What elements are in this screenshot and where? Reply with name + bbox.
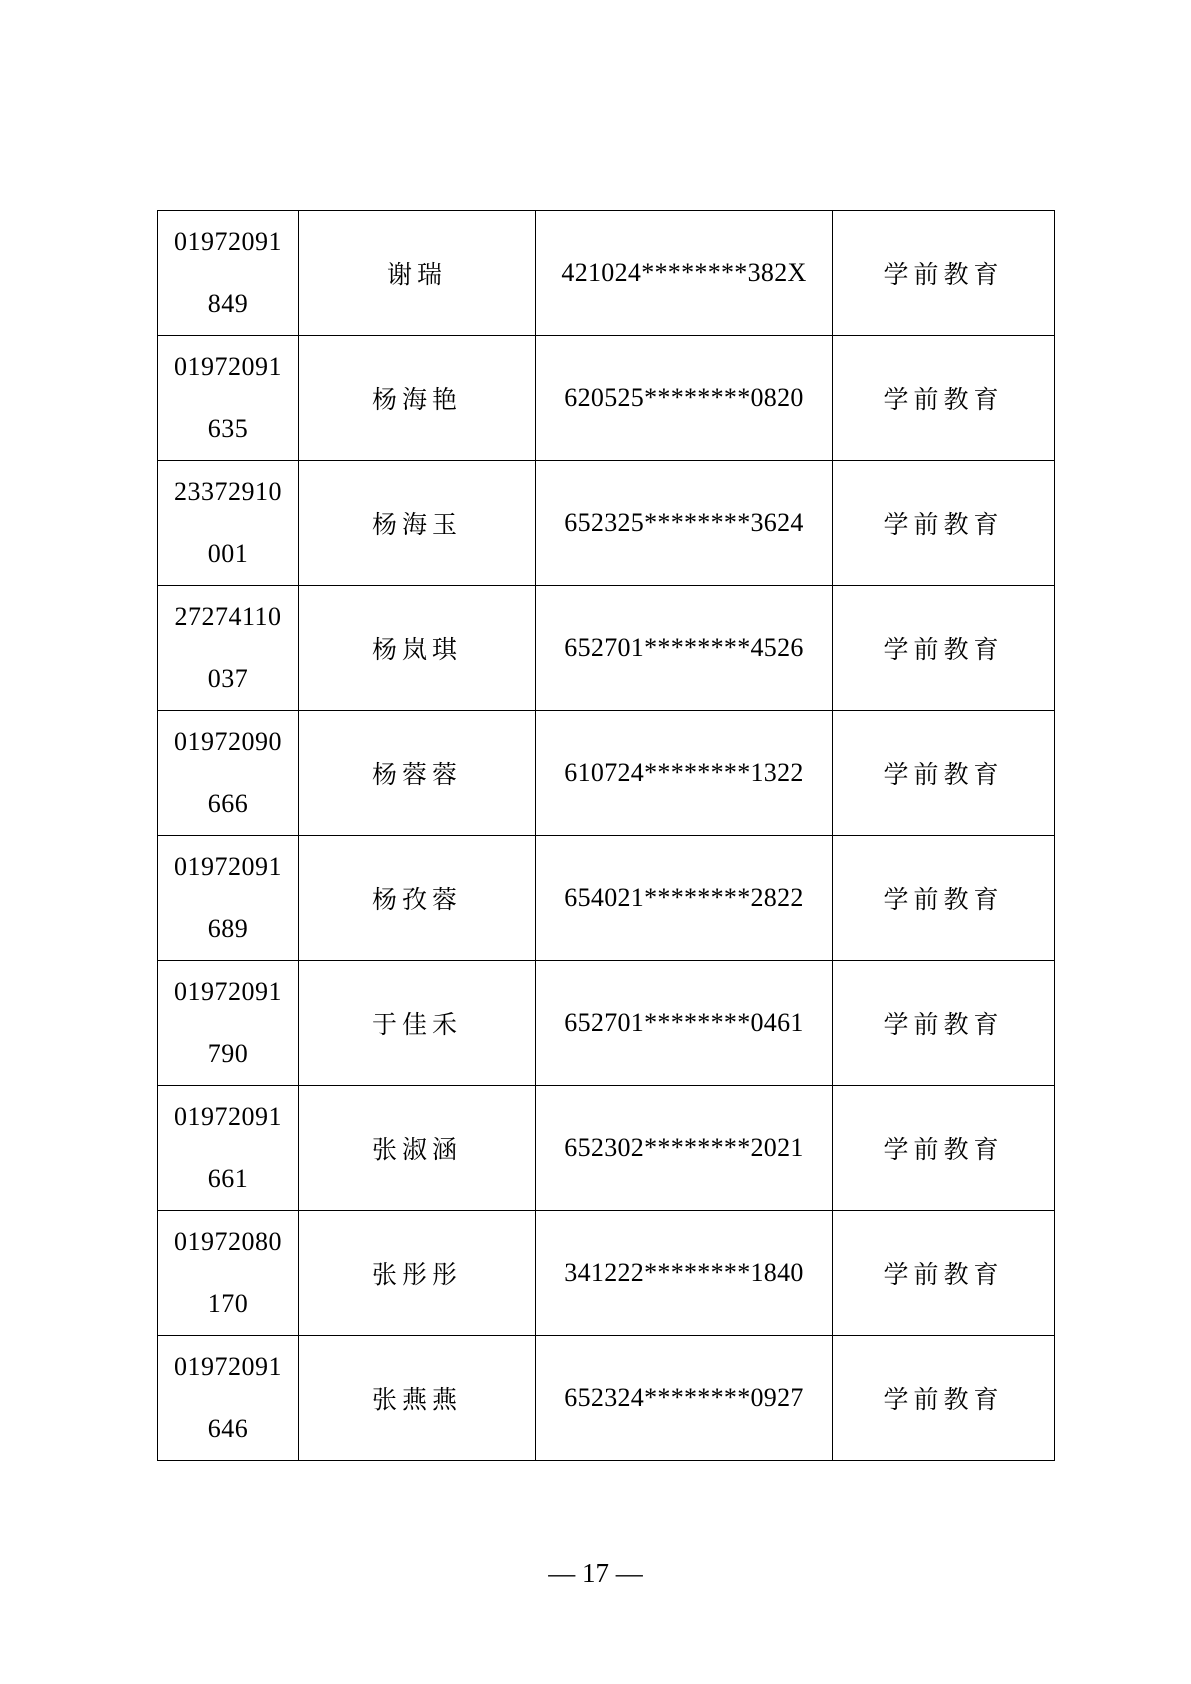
major-cell: 学前教育 xyxy=(833,211,1055,336)
table-row xyxy=(158,1086,1055,1211)
major-cell: 学前教育 xyxy=(833,711,1055,836)
table-row xyxy=(158,961,1055,1086)
id-card-cell: 652325********3624 xyxy=(536,461,833,586)
table-row xyxy=(158,1211,1055,1336)
id-card-cell: 652302********2021 xyxy=(536,1086,833,1211)
table-row xyxy=(158,586,1055,711)
roster-table xyxy=(157,210,1055,1461)
name-cell: 谢瑞 xyxy=(299,211,536,336)
major-cell: 学前教育 xyxy=(833,1086,1055,1211)
exam-id-cell: 01972091646 xyxy=(158,1336,299,1461)
name-cell: 杨海玉 xyxy=(299,461,536,586)
exam-id-cell: 01972091790 xyxy=(158,961,299,1086)
id-card-cell: 652701********0461 xyxy=(536,961,833,1086)
major-cell: 学前教育 xyxy=(833,1211,1055,1336)
exam-id-cell: 01972090666 xyxy=(158,711,299,836)
table-row xyxy=(158,461,1055,586)
table-row xyxy=(158,836,1055,961)
exam-id-cell: 01972091635 xyxy=(158,336,299,461)
exam-id-cell: 01972091849 xyxy=(158,211,299,336)
name-cell: 张燕燕 xyxy=(299,1336,536,1461)
name-cell: 张彤彤 xyxy=(299,1211,536,1336)
major-cell: 学前教育 xyxy=(833,961,1055,1086)
exam-id-cell: 27274110037 xyxy=(158,586,299,711)
id-card-cell: 654021********2822 xyxy=(536,836,833,961)
name-cell: 杨海艳 xyxy=(299,336,536,461)
name-cell: 杨孜蓉 xyxy=(299,836,536,961)
name-cell: 张淑涵 xyxy=(299,1086,536,1211)
id-card-cell: 652324********0927 xyxy=(536,1336,833,1461)
major-cell: 学前教育 xyxy=(833,336,1055,461)
major-cell: 学前教育 xyxy=(833,586,1055,711)
table-row xyxy=(158,336,1055,461)
table-row xyxy=(158,711,1055,836)
id-card-cell: 610724********1322 xyxy=(536,711,833,836)
name-cell: 杨岚琪 xyxy=(299,586,536,711)
table-row xyxy=(158,211,1055,336)
table-row xyxy=(158,1336,1055,1461)
exam-id-cell: 23372910001 xyxy=(158,461,299,586)
id-card-cell: 652701********4526 xyxy=(536,586,833,711)
exam-id-cell: 01972080170 xyxy=(158,1211,299,1336)
major-cell: 学前教育 xyxy=(833,836,1055,961)
id-card-cell: 341222********1840 xyxy=(536,1211,833,1336)
page-number: — 17 — xyxy=(548,1558,643,1588)
name-cell: 于佳禾 xyxy=(299,961,536,1086)
id-card-cell: 421024********382X xyxy=(536,211,833,336)
exam-id-cell: 01972091661 xyxy=(158,1086,299,1211)
id-card-cell: 620525********0820 xyxy=(536,336,833,461)
name-cell: 杨蓉蓉 xyxy=(299,711,536,836)
major-cell: 学前教育 xyxy=(833,1336,1055,1461)
major-cell: 学前教育 xyxy=(833,461,1055,586)
exam-id-cell: 01972091689 xyxy=(158,836,299,961)
